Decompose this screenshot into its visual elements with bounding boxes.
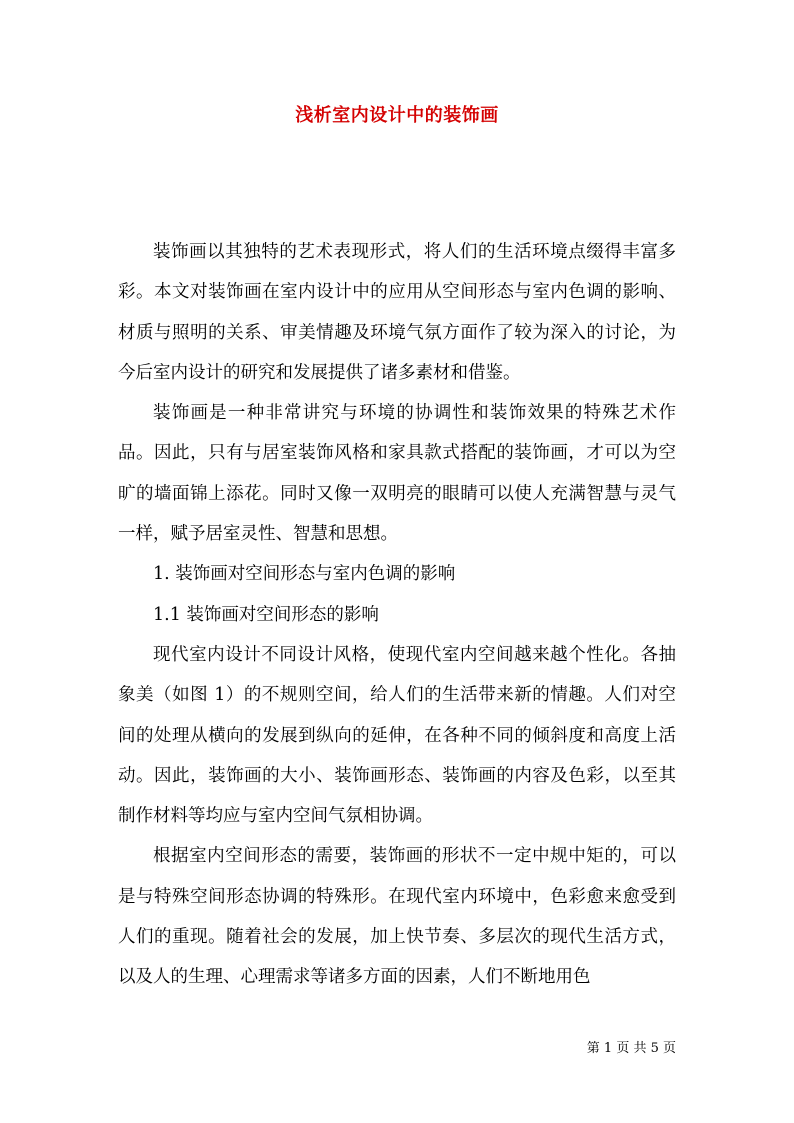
paragraph-space-form: 现代室内设计不同设计风格，使现代室内空间越来越个性化。各抽象美（如图 1）的不规则空间，给人们的生活带来新的情趣。人们对空间的处理从横向的发展到纵向的延伸，在各种不同的倾斜度和高度上活动。因此，装饰画的大小、装饰画形态、装饰画的内容及色彩，以至其制作材料等均应与室内空间气氛相协调。 (118, 644, 676, 827)
section-heading-1-1: 1.1 装饰画对空间形态的影响 (153, 604, 379, 625)
section-heading-1: 1. 装饰画对空间形态与室内色调的影响 (153, 564, 456, 585)
page-number-footer: 第 1 页 共 5 页 (586, 1041, 676, 1056)
paragraph-intro: 装饰画是一种非常讲究与环境的协调性和装饰效果的特殊艺术作品。因此，只有与居室装饰风格和家具款式搭配的装饰画，才可以为空旷的墙面锦上添花。同时又像一双明亮的眼睛可以使人充满智慧与灵气一样，赋予居室灵性、智慧和思想。 (118, 403, 676, 545)
document-title: 浅析室内设计中的装饰画 (295, 105, 499, 126)
document-body (118, 232, 676, 998)
paragraph-abstract: 装饰画以其独特的艺术表现形式，将人们的生活环境点缀得丰富多彩。本文对装饰画在室内设计中的应用从空间形态与室内色调的影响、材质与照明的关系、审美情趣及环境气氛方面作了较为深入的讨论，为今后室内设计的研究和发展提供了诸多素材和借鉴。 (118, 242, 676, 383)
paragraph-color: 根据室内空间形态的需要，装饰画的形状不一定中规中矩的，可以是与特殊空间形态协调的特殊形。在现代室内环境中，色彩愈来愈受到人们的重现。随着社会的发展，加上快节奏、多层次的现代生活方式，以及人的生理、心理需求等诸多方面的因素，人们不断地用色 (118, 846, 676, 988)
